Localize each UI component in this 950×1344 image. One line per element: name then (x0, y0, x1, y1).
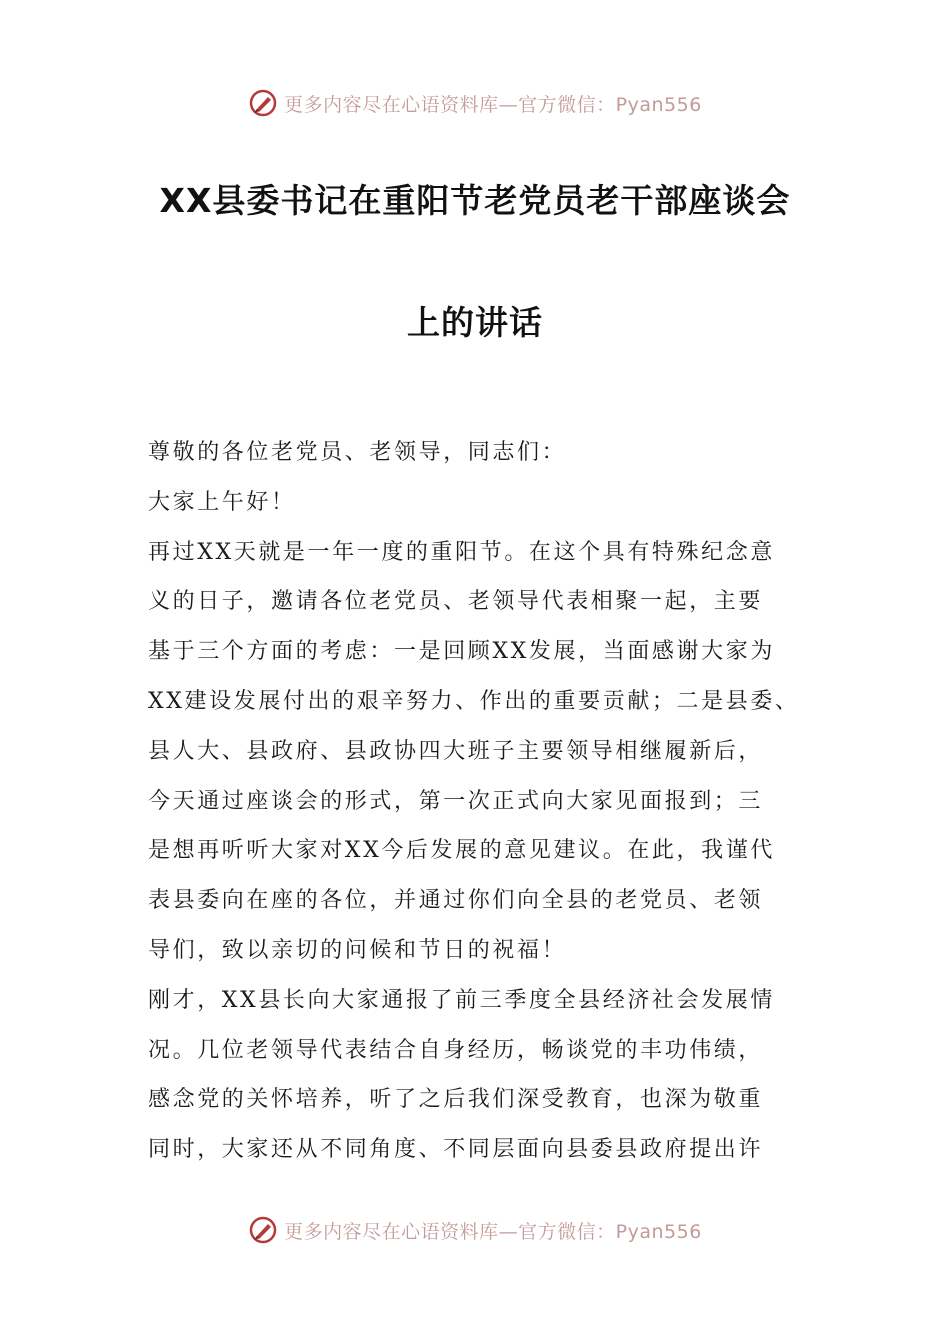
body-line: 表县委向在座的各位，并通过你们向全县的老党员、老领 (148, 888, 764, 914)
watermark-wechat-id: Pyan556 (615, 1220, 702, 1243)
footer-watermark (0, 1210, 950, 1250)
body-line: 感念党的关怀培养，听了之后我们深受教育，也深为敬重 (148, 1087, 764, 1113)
pen-logo-icon (248, 88, 278, 118)
body-line: 义的日子，邀请各位老党员、老领导代表相聚一起，主要 (148, 589, 764, 615)
document-title-line-2: 上的讲话 (407, 303, 543, 342)
body-line: 导们，致以亲切的问候和节日的祝福！ (148, 937, 567, 963)
header-watermark (0, 83, 950, 123)
body-line: 县人大、县政府、县政协四大班子主要领导相继履新后， (148, 738, 764, 764)
pen-logo-icon (248, 1215, 278, 1245)
document-title-line-1: XX县委书记在重阳节老党员老干部座谈会 (159, 181, 791, 220)
body-line: 大家上午好！ (148, 489, 296, 515)
body-line: 刚才，XX县长向大家通报了前三季度全县经济社会发展情 (148, 987, 775, 1013)
watermark-text: 更多内容尽在心语资料库—官方微信：Pyan556 (284, 1220, 702, 1243)
body-line: 况。几位老领导代表结合自身经历，畅谈党的丰功伟绩， (148, 1037, 764, 1063)
watermark-text: 更多内容尽在心语资料库—官方微信：Pyan556 (284, 93, 702, 116)
body-line: XX建设发展付出的艰辛努力、作出的重要贡献；二是县委、 (148, 688, 800, 714)
body-line: 基于三个方面的考虑：一是回顾XX发展，当面感谢大家为 (148, 639, 775, 665)
body-line: 尊敬的各位老党员、老领导，同志们： (148, 440, 567, 465)
body-line: 再过XX天就是一年一度的重阳节。在这个具有特殊纪念意 (148, 539, 775, 565)
body-line: 今天通过座谈会的形式，第一次正式向大家见面报到；三 (148, 788, 764, 814)
body-line: 是想再听听大家对XX今后发展的意见建议。在此，我谨代 (148, 838, 775, 864)
body-line: 同时，大家还从不同角度、不同层面向县委县政府提出许 (148, 1137, 764, 1163)
speech-body (148, 428, 828, 1175)
watermark-wechat-id: Pyan556 (615, 93, 702, 116)
